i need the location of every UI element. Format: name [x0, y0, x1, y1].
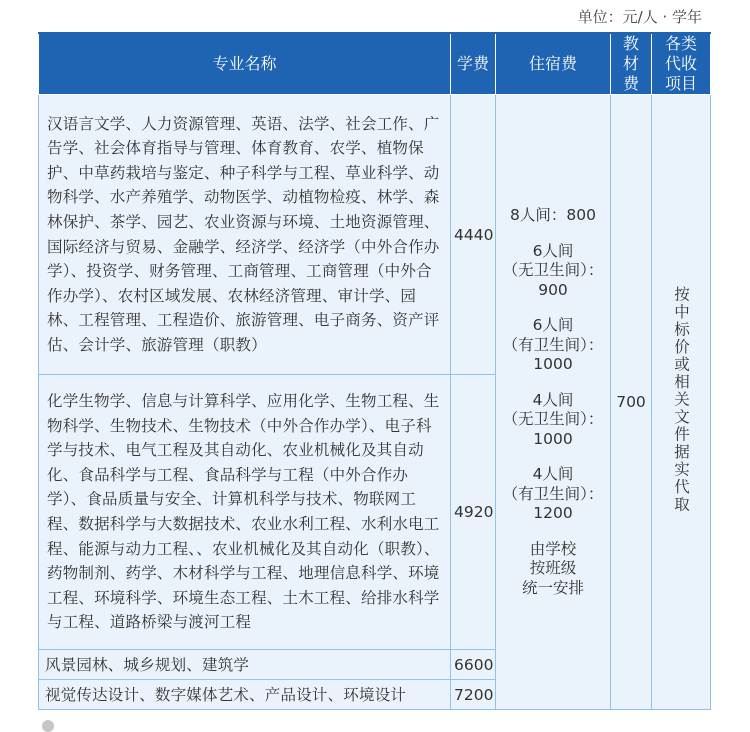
textbook-fee-cell: 700: [611, 95, 652, 710]
tuition-cell: 4440: [451, 95, 496, 375]
tuition-cell: 7200: [451, 680, 496, 710]
header-textbook: 教材费: [611, 33, 652, 95]
table-row: [39, 95, 711, 375]
accommodation-cell: [496, 95, 611, 710]
fee-table: [38, 32, 711, 710]
header-accommodation: 住宿费: [496, 33, 611, 95]
majors-cell: 视觉传达设计、数字媒体艺术、产品设计、环境设计: [39, 680, 451, 710]
unit-label: 单位：元/人 · 学年: [577, 8, 702, 26]
room-4-bath: 4人间 （有卫生间）： 1200: [502, 465, 604, 522]
room-6-bath: 6人间 （有卫生间）： 1000: [502, 316, 604, 373]
room-8: 8人间：800: [510, 206, 596, 224]
tuition-cell: 4920: [451, 375, 496, 650]
tuition-cell: 6600: [451, 650, 496, 680]
collection-cell: [652, 95, 711, 710]
room-note: 由学校 按班级 统一安排: [521, 539, 584, 597]
majors-cell: 风景园林、城乡规划、建筑学: [39, 650, 451, 680]
majors-cell: 化学生物学、信息与计算科学、应用化学、生物工程、生物科学、生物技术、生物技术（中外合作办学）、电子科学与技术、电气工程及其自动化、农业机械化及其自动化、食品科学与工程、食品科学与工程（中外合作办学）、食品质量与安全、计算机科学与技术、物联网工程、数据科学与大数据技术、农业水利工程、水利水电工程、能源与动力工程、、农业机械化及其自动化（职教）、药物制剂、药学、木材科学与工程、地理信息科学、环境工程、环境科学、环境生态工程、土木工程、给排水科学与工程、道路桥梁与渡河工程: [39, 375, 451, 650]
header-tuition: 学费: [451, 33, 496, 95]
header-major: 专业名称: [39, 33, 451, 95]
header-collection: 各类代收项目: [652, 33, 711, 95]
decorative-dot: [42, 720, 54, 732]
room-6-no-bath: 6人间 （无卫生间）： 900: [502, 241, 604, 299]
header-row: [39, 33, 711, 95]
majors-cell: 汉语言文学、人力资源管理、英语、法学、社会工作、广告学、社会体育指导与管理、体育教育、农学、植物保护、中草药栽培与鉴定、种子科学与工程、草业科学、动物科学、水产养殖学、动物医学、动植物检疫、林学、森林保护、茶学、园艺、农业资源与环境、土地资源管理、国际经济与贸易、金融学、经济学、经济学（中外合作办学）、投资学、财务管理、工商管理、工商管理（中外合作办学）、农村区域发展、农林经济管理、审计学、园林、工程管理、工程造价、旅游管理、电子商务、资产评估、会计学、旅游管理（职教）: [39, 95, 451, 375]
room-4-no-bath: 4人间 （无卫生间）： 1000: [502, 390, 604, 448]
collection-text: 按中标价或相关文件据实代取: [672, 286, 690, 514]
